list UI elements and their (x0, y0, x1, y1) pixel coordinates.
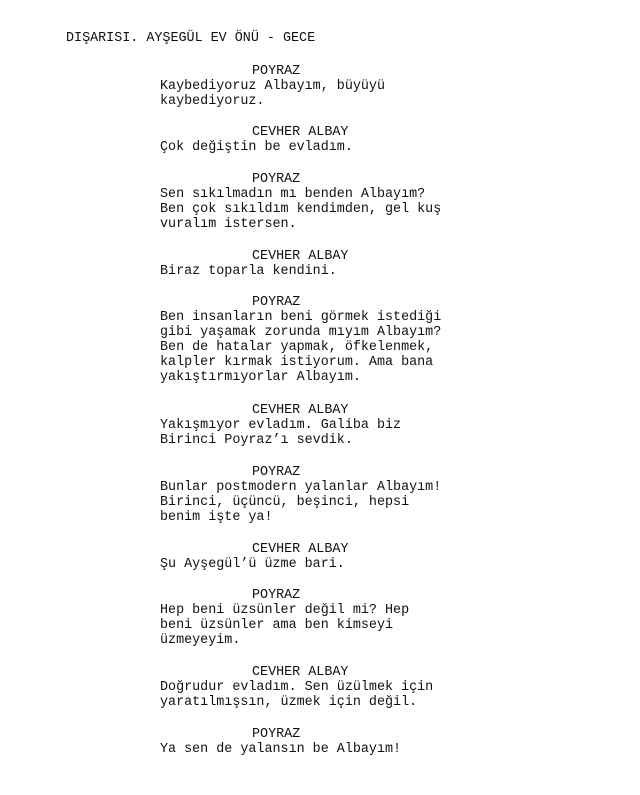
dialogue-block (0, 64, 640, 109)
dialogue-line: kaybediyoruz. (160, 94, 265, 109)
dialogue-line: Ya sen de yalansın be Albayım! (160, 742, 402, 757)
dialogue-block (0, 125, 640, 155)
dialogue-line: yaratılmışsın, üzmek için değil. (160, 695, 418, 710)
dialogue-line: gibi yaşamak zorunda mıyım Albayım? (160, 325, 442, 340)
dialogue-block (0, 295, 640, 385)
dialogue-line: beni üzsünler ama ben kimseyi (160, 618, 394, 633)
dialogue-line: Biraz toparla kendini. (160, 264, 337, 279)
dialogue-line: Birinci Poyraz’ı sevdik. (160, 433, 353, 448)
character-name: POYRAZ (252, 465, 301, 480)
dialogue-block (0, 465, 640, 525)
character-name: POYRAZ (252, 295, 301, 310)
character-name: POYRAZ (252, 588, 301, 603)
dialogue-line: Kaybediyoruz Albayım, büyüyü (160, 79, 385, 94)
dialogue-line: Ben insanların beni görmek istediği (160, 310, 442, 325)
dialogue-block (0, 588, 640, 648)
dialogue-block (0, 665, 640, 710)
dialogue-line: üzmeyeyim. (160, 633, 241, 648)
dialogue-block (0, 542, 640, 572)
dialogue-line: vuralım istersen. (160, 217, 297, 232)
dialogue-line: Doğrudur evladım. Sen üzülmek için (160, 680, 434, 695)
dialogue-line: Sen sıkılmadın mı benden Albayım? (160, 187, 426, 202)
dialogue-line: Ben de hatalar yapmak, öfkelenmek, (160, 340, 434, 355)
character-name: POYRAZ (252, 64, 301, 79)
dialogue-line: Bunlar postmodern yalanlar Albayım! (160, 480, 442, 495)
dialogue-block (0, 172, 640, 232)
character-name: CEVHER ALBAY (252, 125, 349, 140)
dialogue-line: Ben çok sıkıldım kendimden, gel kuş (160, 202, 442, 217)
character-name: POYRAZ (252, 727, 301, 742)
dialogue-line: Şu Ayşegül’ü üzme bari. (160, 557, 345, 572)
dialogue-line: Birinci, üçüncü, beşinci, hepsi (160, 495, 410, 510)
dialogue-line: benim işte ya! (160, 510, 273, 525)
dialogue-line: yakıştırmıyorlar Albayım. (160, 370, 361, 385)
character-name: CEVHER ALBAY (252, 542, 349, 557)
character-name: CEVHER ALBAY (252, 403, 349, 418)
character-name: POYRAZ (252, 172, 301, 187)
dialogue-line: Çok değiştin be evladım. (160, 140, 353, 155)
dialogue-block (0, 403, 640, 448)
character-name: CEVHER ALBAY (252, 665, 349, 680)
dialogue-block (0, 727, 640, 757)
character-name: CEVHER ALBAY (252, 249, 349, 264)
dialogue-line: Hep beni üzsünler değil mi? Hep (160, 603, 410, 618)
dialogue-block (0, 249, 640, 279)
dialogue-line: Yakışmıyor evladım. Galiba biz (160, 418, 402, 433)
scene-heading: DIŞARISI. AYŞEGÜL EV ÖNÜ - GECE (66, 31, 316, 46)
dialogue-line: kalpler kırmak istiyorum. Ama bana (160, 355, 434, 370)
